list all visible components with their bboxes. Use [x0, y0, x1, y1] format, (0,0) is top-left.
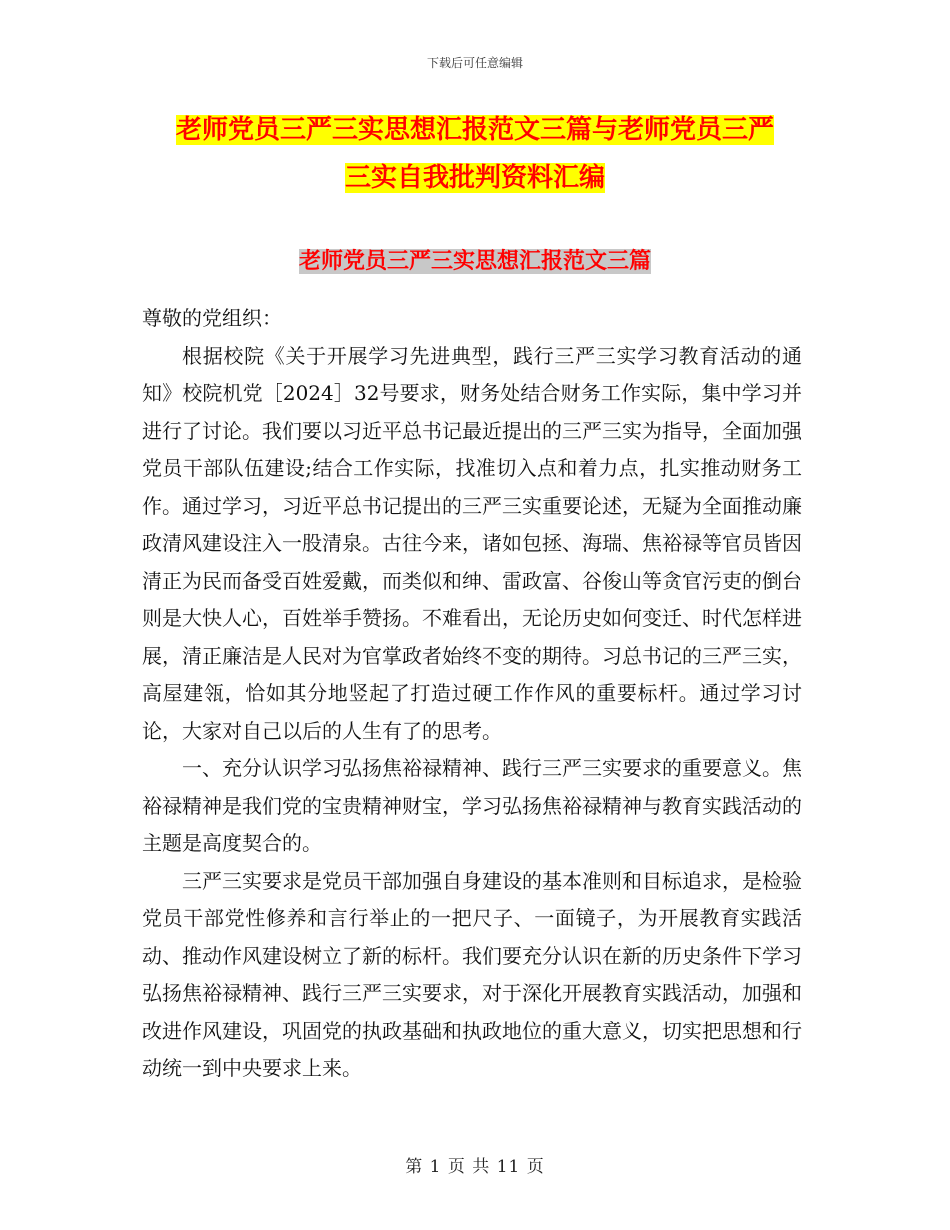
section-title: [0, 244, 950, 280]
header-note: 下载后可任意编辑: [426, 56, 523, 70]
paragraph: 根据校院《关于开展学习先进典型，践行三严三实学习教育活动的通知》校院机党［2024］32号要求，财务处结合财务工作实际，集中学习并进行了讨论。我们要以习近平总书记最近提出的三严三实为指导，全面加强党员干部队伍建设;结合工作实际，找准切入点和着力点，扎实推动财务工作。通过学习，习近平总书记提出的三严三实重要论述，无疑为全面推动廉政清风建设注入一股清泉。古往今来，诸如包拯、海瑞、焦裕禄等官员皆因清正为民而备受百姓爱戴，而类似和绅、雷政富、谷俊山等贪官污吏的倒台则是大快人心，百姓举手赞扬。不难看出，无论历史如何变迁、时代怎样进展，清正廉洁是人民对为官掌政者始终不变的期待。习总书记的三严三实，高屋建瓴，恰如其分地竖起了打造过硬工作作风的重要标杆。通过学习讨论，大家对自己以后的人生有了的思考。: [142, 343, 802, 743]
paragraph: 一、充分认识学习弘扬焦裕禄精神、践行三严三实要求的重要意义。焦裕禄精神是我们党的宝贵精神财宝，学习弘扬焦裕禄精神与教育实践活动的主题是高度契合的。: [142, 756, 802, 855]
document-title: [140, 106, 810, 202]
document-body: [142, 300, 802, 1088]
document-title-line-2: 三实自我批判资料汇编: [344, 163, 605, 193]
page-footer: 第 1 页 共 11 页: [405, 1157, 545, 1177]
document-title-line-1: 老师党员三严三实思想汇报范文三篇与老师党员三严: [175, 115, 774, 145]
salutation: 尊敬的党组织：: [142, 306, 282, 330]
paragraph: 三严三实要求是党员干部加强自身建设的基本准则和目标追求，是检验党员干部党性修养和言行举止的一把尺子、一面镜子，为开展教育实践活动、推动作风建设树立了新的标杆。我们要充分认识在新的历史条件下学习弘扬焦裕禄精神、践行三严三实要求，对于深化开展教育实践活动，加强和改进作风建设，巩固党的执政基础和执政地位的重大意义，切实把思想和行动统一到中央要求上来。: [142, 868, 802, 1080]
section-title-text: 老师党员三严三实思想汇报范文三篇: [298, 249, 651, 274]
